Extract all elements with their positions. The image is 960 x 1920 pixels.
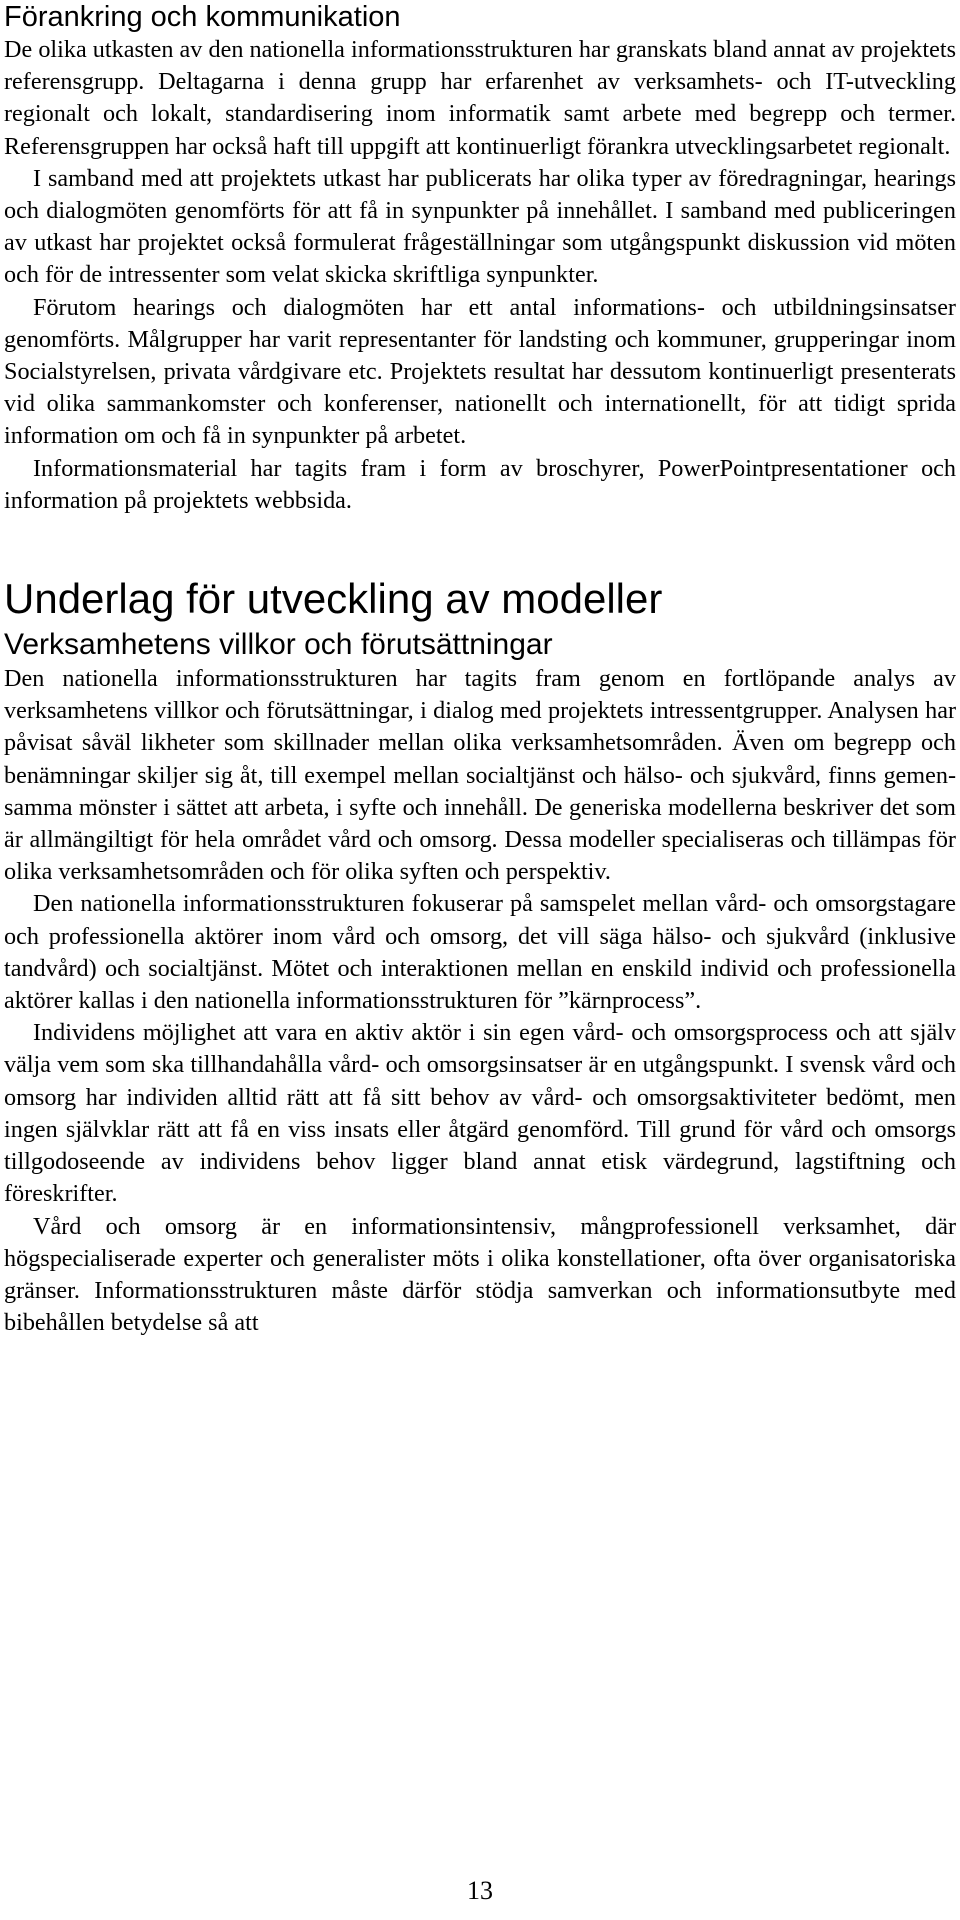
chapter-heading: Underlag för utveckling av modeller: [4, 575, 663, 623]
section-heading: Förankring och kommunikation: [4, 1, 401, 33]
body-paragraph: Individens möjlighet att vara en aktiv aktör i sin egen vård- och omsorgsprocess och att själv välja vem som ska tillhandahålla vård- och omsorgsinsatser är en utgångspunkt. I svensk vård och omsorg har individen alltid rätt att få sitt behov av vård- och omsorgsaktiviteter bedömt, men ingen självklar rätt att få en viss insats eller åtgärd genomförd. Till grund för vård och omsorgs tillgodoseende av individens behov ligger bland annat etisk värdegrund, lagstiftning och föreskrifter.: [4, 1019, 956, 1208]
body-paragraph: De olika utkasten av den nationella informationsstrukturen har granskats bland annat av projektets referensgrupp. Deltagarna i denna grupp har erfarenhet av verksamhets- och IT-utveckling regionalt och lokalt, standardisering inom informatik samt arbete med begrepp och termer. Referensgruppen har också haft till uppgift att kontinuerligt förankra utvecklingsarbetet regionalt.: [4, 36, 956, 160]
page-number: 13: [467, 1876, 493, 1905]
subsection-heading: Verksamhetens villkor och förutsättningar: [4, 628, 553, 662]
body-paragraph: Den nationella informationsstrukturen fokuserar på samspelet mellan vård- och omsorgstagare och professionella aktörer inom vård och omsorg, det vill säga hälso- och sjukvård (inklusive tandvård) och socialtjänst. Mötet och interaktionen mellan en enskild individ och professionella aktörer kallas i den nationella informationsstrukturen för ”kärnprocess”.: [4, 890, 956, 1015]
body-paragraph: Förutom hearings och dialogmöten har ett antal informations- och utbildningsinsatser genomförts. Målgrupper har varit representanter för landsting och kommuner, grupperingar inom Socialstyrelsen, privata vårdgivare etc. Projektets resultat har dessutom kontinuerligt presenterats vid olika sammankomster och konferenser, nationellt och internationellt, för att tidigt sprida information om och få in synpunkter på arbetet.: [4, 293, 956, 450]
body-paragraph: Den nationella informationsstrukturen har tagits fram genom en fortlöpande analys av verksamhetens villkor och förutsättningar, i dialog med projektets intressentgrupper. Analysen har påvisat såväl likheter som skillnader mellan olika verksamhetsområden. Även om begrepp och benämningar skiljer sig åt, till exempel mellan socialtjänst och hälso- och sjukvård, finns gemensamma mönster i sättet att arbeta, i syfte och innehåll. De generiska modellerna beskriver det som är allmängiltigt för hela området vård och omsorg. Dessa modeller specialiseras och tillämpas för olika verksamhetsområden och för olika syften och perspektiv.: [4, 665, 956, 886]
body-paragraph: I samband med att projektets utkast har publicerats har olika typer av föredragningar, hearings och dialogmöten genomförts för att få in synpunkter på innehållet. I samband med publiceringen av utkast har projektet också formulerat frågeställningar som utgångspunkt diskussion vid möten och för de intressenter som velat skicka skriftliga synpunkter.: [4, 164, 956, 289]
body-paragraph: Informationsmaterial har tagits fram i form av broschyrer, PowerPointpresentationer och information på projektets webbsida.: [4, 454, 956, 514]
body-paragraph: Vård och omsorg är en informationsintensiv, mångprofessionell verksamhet, där högspecialiserade experter och generalister möts i olika konstellationer, ofta över organisatoriska gränser. Informationsstrukturen måste därför stödja samverkan och informationsutbyte med bibehållen betydelse så att: [4, 1212, 956, 1337]
